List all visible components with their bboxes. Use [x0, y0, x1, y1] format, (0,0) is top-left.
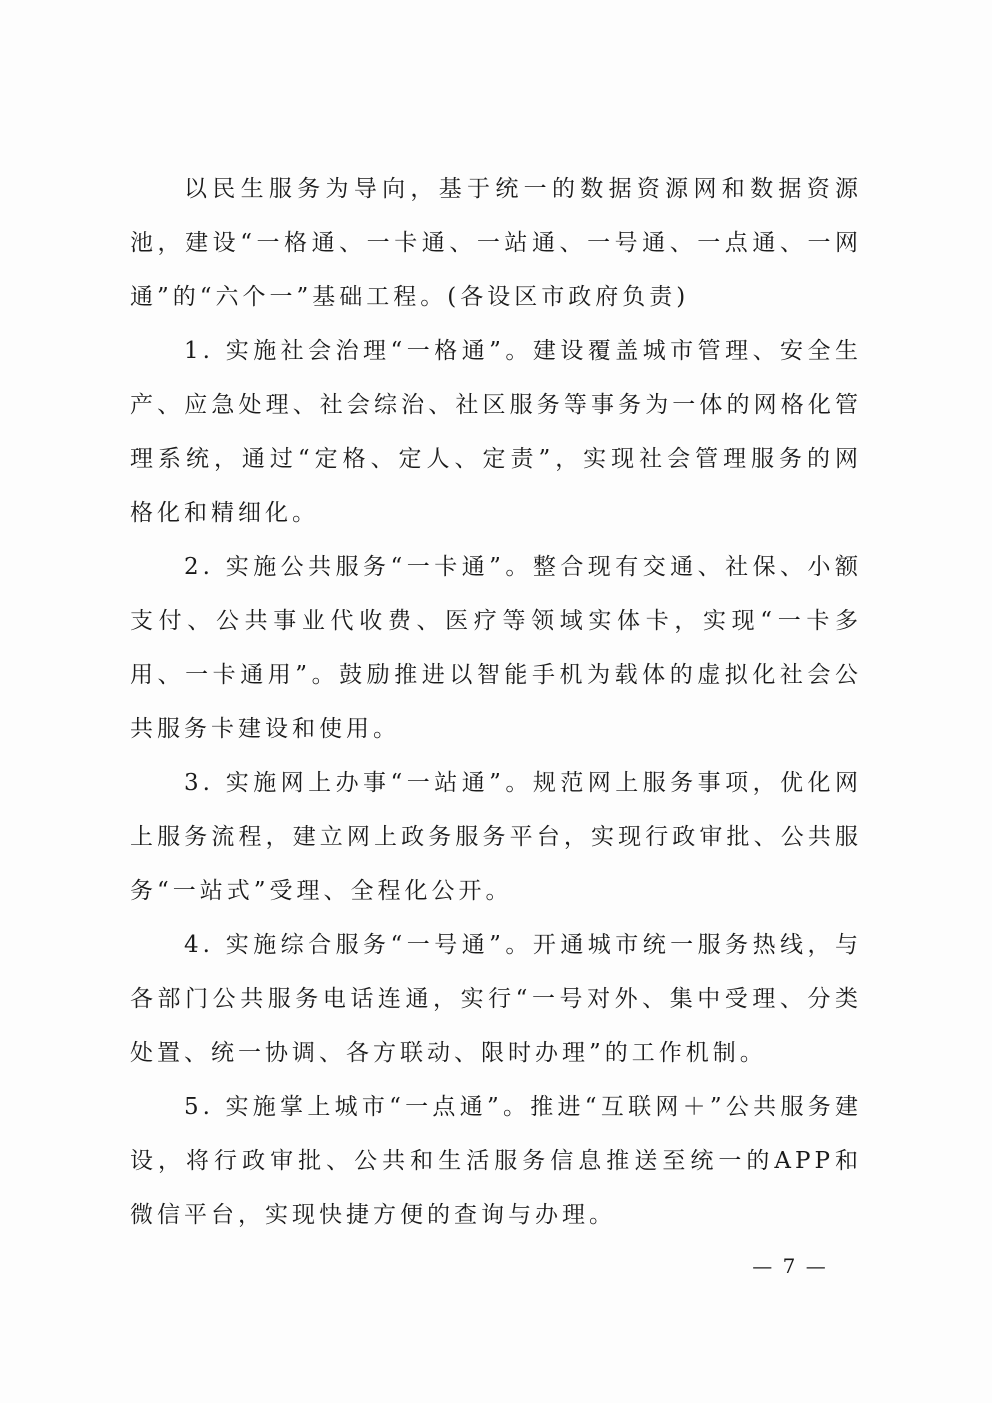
paragraph-item-3-station: 3. 实施网上办事“一站通”。规范网上服务事项，优化网上服务流程，建立网上政务服务平台，实现行政审批、公共服务“一站式”受理、全程化公开。 [130, 770, 862, 904]
paragraph-item-5-mobile: 5. 实施掌上城市“一点通”。推进“互联网＋”公共服务建设，将行政审批、公共和生活服务信息推送至统一的APP和微信平台，实现快捷方便的查询与办理。 [130, 1094, 862, 1228]
page-number: — 7 — [752, 1254, 828, 1278]
body-text [130, 162, 862, 1242]
paragraph-intro: 以民生服务为导向，基于统一的数据资源网和数据资源池，建设“一格通、一卡通、一站通、一号通、一点通、一网通”的“六个一”基础工程。(各设区市政府负责) [130, 176, 862, 310]
paragraph-item-1-grid: 1. 实施社会治理“一格通”。建设覆盖城市管理、安全生产、应急处理、社会综治、社区服务等事务为一体的网格化管理系统，通过“定格、定人、定责”，实现社会管理服务的网格化和精细化。 [130, 338, 862, 526]
paragraph-item-4-hotline: 4. 实施综合服务“一号通”。开通城市统一服务热线，与各部门公共服务电话连通，实行“一号对外、集中受理、分类处置、统一协调、各方联动、限时办理”的工作机制。 [130, 932, 862, 1066]
paragraph-item-2-card: 2. 实施公共服务“一卡通”。整合现有交通、社保、小额支付、公共事业代收费、医疗等领域实体卡，实现“一卡多用、一卡通用”。鼓励推进以智能手机为载体的虚拟化社会公共服务卡建设和使用。 [130, 554, 862, 742]
